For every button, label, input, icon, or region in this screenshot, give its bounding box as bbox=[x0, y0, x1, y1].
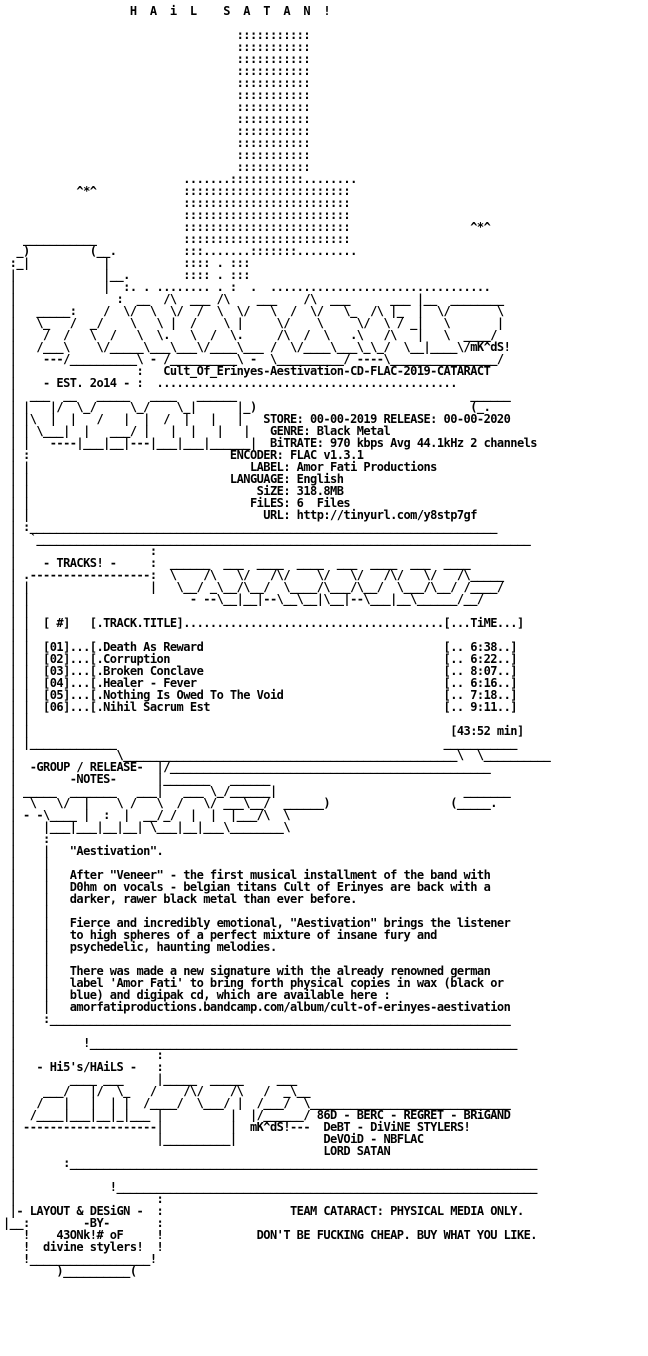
nfo-ascii-art: H A i L S A T A N ! ::::::::::: ::::::::::: ::::::::::: ::::::::::: ::::::::::: ::::::::::: ::::::::::: ::::::::::: ::::::::::: ::::::::::: ::::::::::: ::::::::::: .......:::::::::::........ ^*^ ::::::::::::::::::::::::: ::::::::::::::::::::::::: ::::::::::::::::::::::::: ::::::::::::::::::::::::: ^*^ ___________ ::::::::::::::::::::::::: _) (__. :::.......:::::::......... :_| | :::: . ::: | |__. :::: . ::: | | :. . ........ . : . ................................. | : __ /\ ___ /\ ___ /\ ___ ___ |__ ________ | _____: / \/ \ \/ / \ \/ \ / \/ \_ /\ |_ | \/ \ | \_ / _/ \ \ | / \ | \/ \ \/ \ / _| \ | | / / \ / \ \. \ / \. /\ / \ .\ /\ | \ ____/ | /___\ \/_____\___\___\/____\___ / \/____\___\_\_/ \__|____\/mK^dS! | ---/__________\ - /__________\ - \__________/ ----\________________/ | : Cult_Of_Erinyes-Aestivation-CD-FLAC-2019-CATARACT | - EST. 2o14 - : ............................................. | ___ __ _____ ____ ______ ______ | | |/ \_/ \_/ \_| |_) (_. | |\ | | / | | / | | | STORE: 00-00-2019 RELEASE: 00-00-2020 | | \___| | ___/ | | | | | GENRE: Black Metal | | ----|___|__|---|___|___|______| BiTRATE: 970 kbps Avg 44.1kHz 2 channels | : ENCODER: FLAC v1.3.1 | | LABEL: Amor Fati Productions | | LANGUAGE: English | | SiZE: 318.8MB | | FiLES: 6 Files | | URL: http://tinyurl.com/y8stp7gf | :______________________________________________________________________ | `__________________________________________________________________________ | : | - TRACKS! - : ______ ___ ____ ____ ___ ____ ___ ____ | .------------------: \ /\ \/ /\/ \/ \/ /\/ \/ /\_____ | | | \__/ _\__/\__/ \____/\___/\__/ \___/\__/ /____/ | | - --\__|__|--\__\__|\__|--\___|__\______/__/ | | | | [ #] [.TRACK.TITLE].......................................[...TiME...] | | | | [01]...[.Death As Reward [.. 6:38..] | | [02]...[.Corruption [.. 6:22..] | | [03]...[.Broken Conclave [.. 8:07..] | | [04]...[.Healer - Fever [.. 6:16..] | | [05]...[.Nothing Is Owed To The Void [.. 7:18..] | | [06]...[.Nihil Sacrum Est [.. 9:11..] | | | | [43:52 min] | |_____________ ___________ | \__________________________________________________\ \__________ | -GROUP / RELEASE- |/________________________________________________ | -NOTES- |_______ ______ | _____ _______ ___| ___ \_/______| _______ | \ \/ | \ / \ / \/ ___\__/ ______) (_____. | - -\____ | : | __/_/ | | |___/\ \ | |___|___|__|__| \___|__|___\________\ | : | | "Aestivation". | | | | After "Veneer" - the first musical installment of the band with | | D0hm on vocals - belgian titans Cult of Erinyes are back with a | | darker, rawer black metal than ever before. | | | | Fierce and incredibly emotional, "Aestivation" brings the listener | | to high spheres of a perfect mixture of insane fury and | | psychedelic, haunting melodies. | | | | There was made a new signature with the already renowned german | | label 'Amor Fati' to bring forth physical copies in wax (black or | | blue) and digipak cd, which are available here : | | amorfatiproductions.bandcamp.com/album/cult-of-erinyes-aestivation | :_____________________________________________________________________ | | !________________________________________________________________ | : | - Hi5's/HAiLS - : | ____ ___ |_____ _____ ___ | ___/ |/ \_ / /\/ /\ / _\__ | / | | | | /____/ \___/ | /___/ \______________________________ | /____|___|__|_|___ | | |/______/ 86D - BERC - REGRET - BRiGAND | --------------------| | mK^dS!--- DeBT - DiViNE STYLERS! | |__________| DeVOiD - NBFLAC | LORD SATAN | :______________________________________________________________________ | | !_______________________________________________________________ | : |- LAYOUT & DESiGN - : TEAM CATARACT: PHYSICAL MEDIA ONLY. |__: -BY- : ! 43ONk!# oF ! DON'T BE FUCKING CHEAP. BUY WHAT YOU LIKE. ! divine stylers! ! !__________________! )__________( bbox=[3, 4, 551, 1278]
